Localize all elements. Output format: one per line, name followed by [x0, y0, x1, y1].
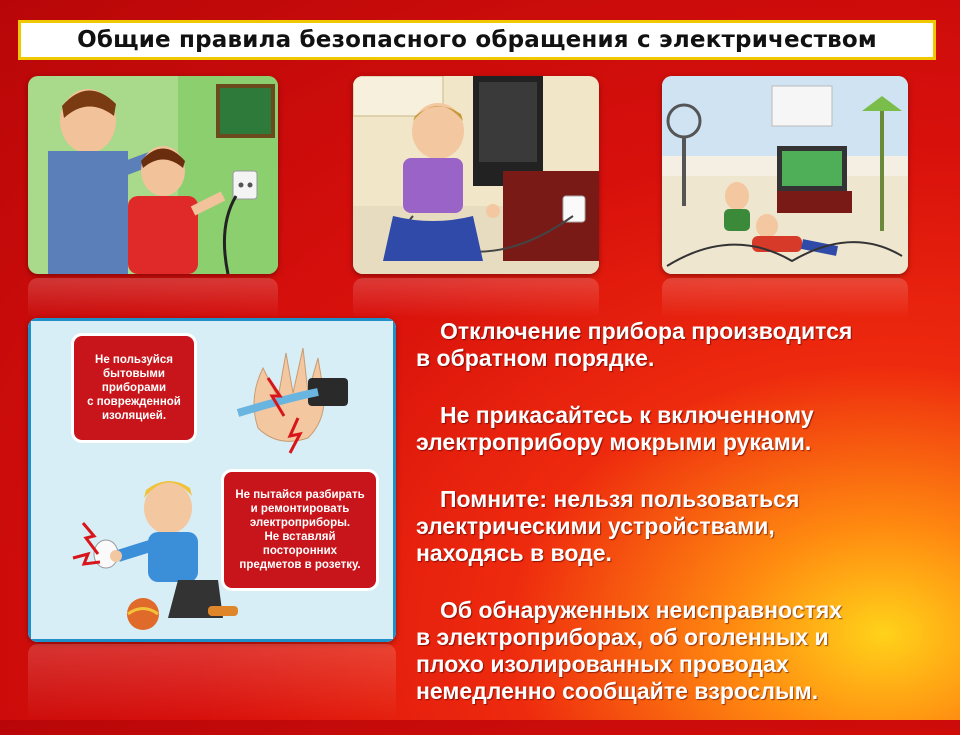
- photo-reflection: [662, 278, 908, 318]
- poster-sign-top: [74, 336, 194, 440]
- photo-reflection: [28, 278, 278, 318]
- rules-list: [416, 318, 952, 735]
- rule-item: Отключение прибора производится в обратном порядке.: [416, 318, 853, 371]
- page-title: Общие правила безопасного обращения с электричеством: [77, 27, 877, 53]
- rule-item: Помните: нельзя пользоваться электрическими устройствами, находясь в воде.: [416, 486, 800, 566]
- children-playing-near-tv-and-cables-illustration: [662, 76, 908, 274]
- poster-sign-bottom: [224, 472, 376, 588]
- title-banner: [18, 20, 936, 60]
- rule-item: Об обнаруженных неисправностях в электроприборах, об оголенных и плохо изолированных проводах немедленно сообщайте взрослым.: [416, 597, 843, 704]
- poster-sign-top-text: Не пользуйся бытовыми приборами с поврежденной изоляцией.: [87, 354, 181, 422]
- boy-pulling-plug-from-socket-illustration: [353, 76, 599, 274]
- father-warning-child-at-socket-illustration: [28, 76, 278, 274]
- photo-children-tv: [662, 76, 908, 274]
- photo-reflection: [353, 278, 599, 318]
- poster-sign-bottom-text: Не пытайся разбирать и ремонтировать электроприборы. Не вставляй посторонних предметов в розетку.: [235, 489, 365, 571]
- safety-poster: [28, 318, 396, 642]
- photo-father-warning: [28, 76, 278, 274]
- photo-boy-plug: [353, 76, 599, 274]
- poster-reflection: [28, 644, 396, 720]
- rule-item: Не прикасайтесь к включенному электроприбору мокрыми руками.: [416, 402, 814, 455]
